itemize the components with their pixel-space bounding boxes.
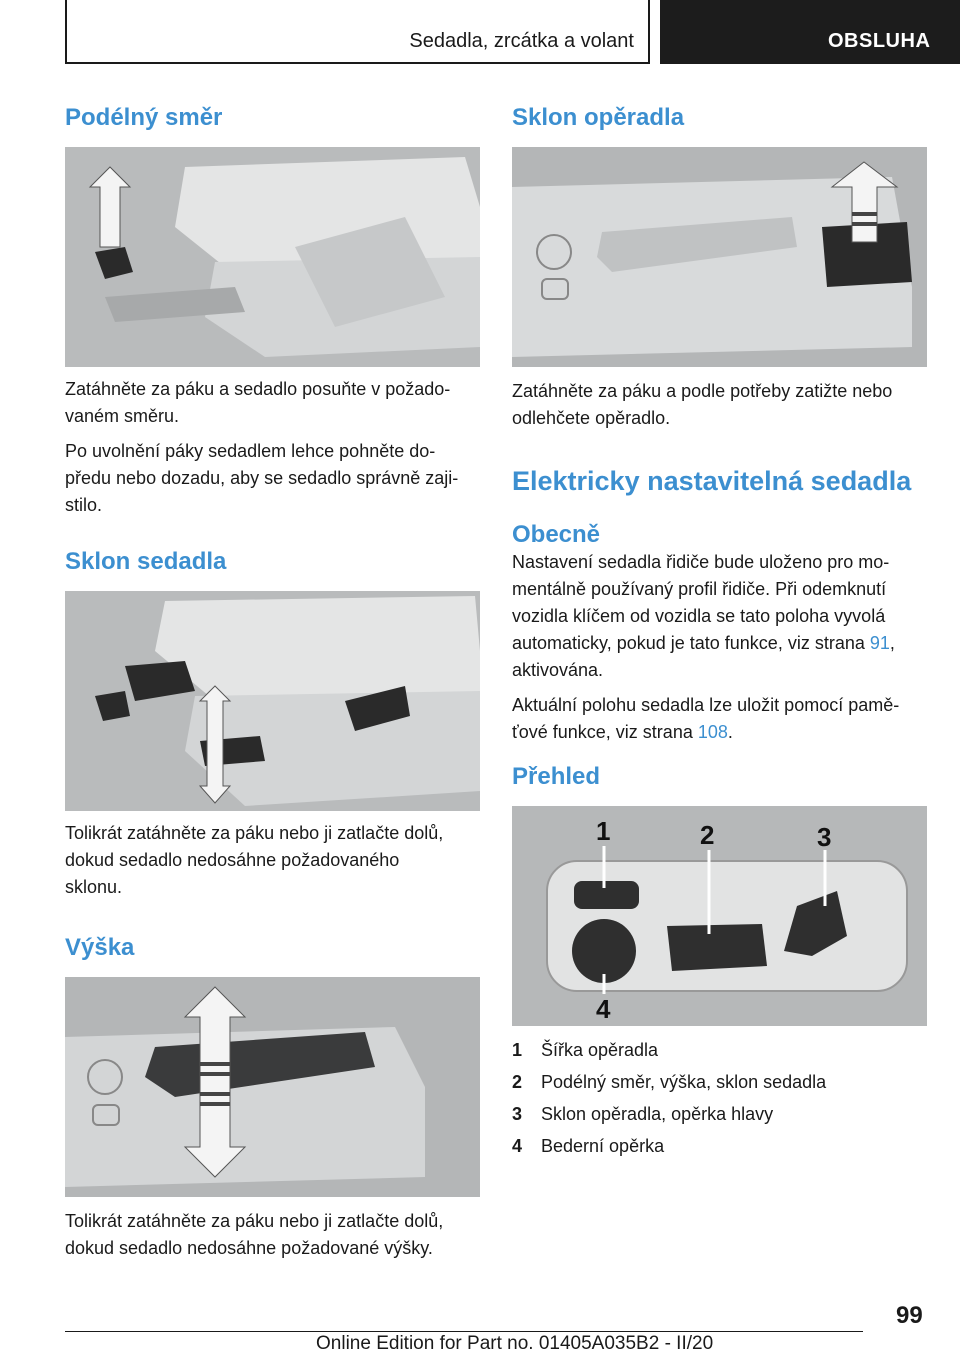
seat-controls-overview-image bbox=[512, 806, 927, 1026]
footer-edition: Online Edition for Part no. 01405A035B2 - II/20 bbox=[316, 1333, 714, 1354]
heading-podelny-smer: Podélný směr bbox=[65, 104, 223, 131]
heading-elektricky-nastavitelna: Elektricky nastavitelná sedadla bbox=[512, 466, 912, 496]
text-vyska: Tolikrát zatáhněte za páku nebo ji zatlačte dolů, dokud sedadlo nedosáhne požadované výšky. bbox=[65, 1211, 444, 1258]
section-title: Sedadla, zrcátka a volant bbox=[409, 30, 634, 52]
section-tab-label: OBSLUHA bbox=[828, 30, 931, 52]
text-sklon-operadla: Zatáhněte za páku a podle potřeby zatižte nebo odlehčete opěradlo. bbox=[512, 381, 893, 428]
callout-3: 3 bbox=[817, 822, 832, 852]
heading-prehled: Přehled bbox=[512, 763, 601, 790]
seat-height-image bbox=[65, 977, 480, 1197]
text-podelny-smer: Zatáhněte za páku a sedadlo posuňte v požado- vaném směru. Po uvolnění páky sedadlem lehce pohněte do- předu nebo dozadu, aby se sedadlo správně zaji- stilo. bbox=[65, 379, 459, 515]
seat-longitudinal-image bbox=[65, 147, 480, 367]
backrest-tilt-image bbox=[512, 147, 927, 367]
heading-vyska: Výška bbox=[65, 934, 135, 961]
heading-sklon-sedadla: Sklon sedadla bbox=[65, 548, 227, 575]
link-page-91[interactable]: 91 bbox=[869, 633, 890, 653]
heading-obecne: Obecně bbox=[512, 521, 601, 548]
seat-tilt-image bbox=[65, 591, 480, 811]
header-frame bbox=[65, 0, 650, 64]
page-number: 99 bbox=[896, 1302, 923, 1329]
text-obecne: Nastavení sedadla řidiče bude uloženo pro mo- mentálně používaný profil řidiče. Při odemknutí vozidla klíčem od vozidla se tato poloha vyvolá automaticky, pokud je tato funkce, viz strana 91, aktivována. Aktuální polohu sedadla lze uložit pomocí pamě- ťové funkce, viz strana 108. bbox=[512, 552, 900, 742]
heading-sklon-operadla: Sklon opěradla bbox=[512, 104, 685, 131]
section-tab[interactable] bbox=[660, 0, 960, 64]
text-sklon-sedadla: Tolikrát zatáhněte za páku nebo ji zatlačte dolů, dokud sedadlo nedosáhne požadovaného sklonu. bbox=[65, 823, 444, 897]
callout-2: 2 bbox=[700, 820, 715, 850]
callout-1: 1 bbox=[596, 816, 611, 846]
link-page-108[interactable]: 108 bbox=[697, 722, 728, 742]
footer-rule bbox=[65, 1331, 863, 1332]
callout-4: 4 bbox=[596, 994, 611, 1024]
